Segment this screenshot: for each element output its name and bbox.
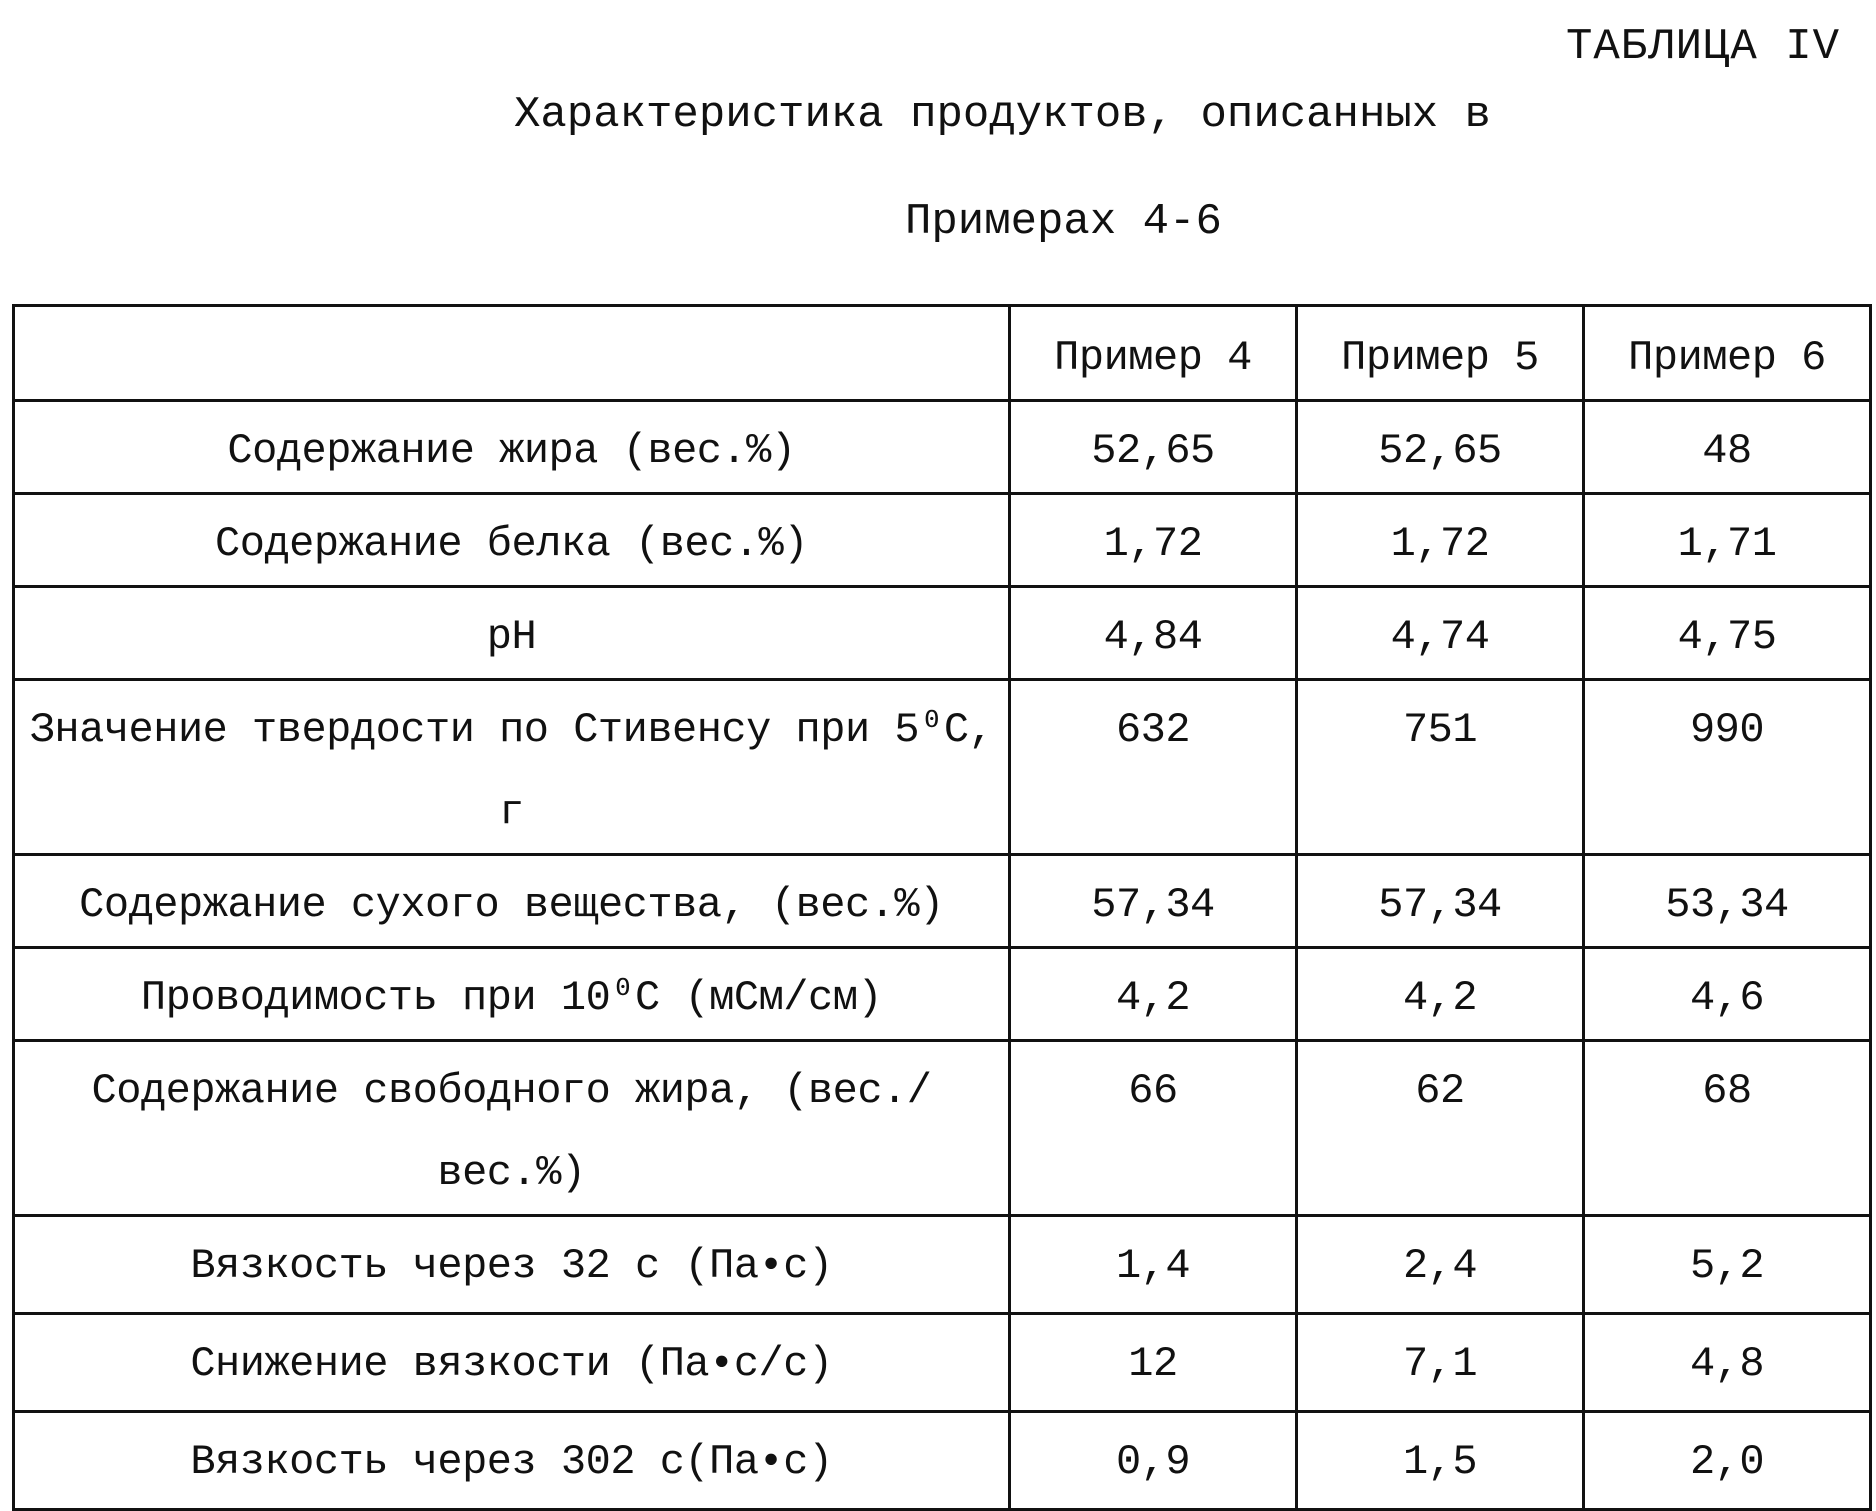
- row-value: 57,34: [1297, 855, 1584, 948]
- table-row: [14, 1216, 1871, 1314]
- row-label: Проводимость при 10⁰С (мСм/см): [14, 948, 1010, 1041]
- data-table: [12, 304, 1872, 1511]
- row-value: 7,1: [1297, 1314, 1584, 1412]
- table-header-row: [14, 306, 1871, 401]
- row-value: 53,34: [1584, 855, 1871, 948]
- row-value: 2,0: [1584, 1412, 1871, 1510]
- row-label: Снижение вязкости (Па•с/с): [14, 1314, 1010, 1412]
- row-value: 62: [1297, 1041, 1584, 1216]
- row-value: 4,2: [1297, 948, 1584, 1041]
- row-value: 1,72: [1010, 494, 1297, 587]
- row-value: 2,4: [1297, 1216, 1584, 1314]
- header-cell-example-5: Пример 5: [1297, 306, 1584, 401]
- header-cell-example-6: Пример 6: [1584, 306, 1871, 401]
- table-row: [14, 680, 1871, 855]
- row-value: 52,65: [1297, 401, 1584, 494]
- row-value: 0,9: [1010, 1412, 1297, 1510]
- row-value: 1,5: [1297, 1412, 1584, 1510]
- table-row: [14, 855, 1871, 948]
- table-row: [14, 1041, 1871, 1216]
- row-value: 1,71: [1584, 494, 1871, 587]
- row-value: 4,74: [1297, 587, 1584, 680]
- row-value: 66: [1010, 1041, 1297, 1216]
- row-label: pH: [14, 587, 1010, 680]
- row-value: 632: [1010, 680, 1297, 855]
- table-caption-line2: Примерах 4-6: [905, 197, 1222, 247]
- row-value: 52,65: [1010, 401, 1297, 494]
- row-value: 4,6: [1584, 948, 1871, 1041]
- table-row: [14, 1412, 1871, 1510]
- row-value: 1,4: [1010, 1216, 1297, 1314]
- row-label: Содержание свободного жира, (вес./вес.%): [14, 1041, 1010, 1216]
- row-value: 1,72: [1297, 494, 1584, 587]
- row-value: 4,2: [1010, 948, 1297, 1041]
- table-row: [14, 401, 1871, 494]
- row-value: 4,75: [1584, 587, 1871, 680]
- header-cell-empty: [14, 306, 1010, 401]
- row-value: 68: [1584, 1041, 1871, 1216]
- header-cell-example-4: Пример 4: [1010, 306, 1297, 401]
- row-value: 4,8: [1584, 1314, 1871, 1412]
- table-row: [14, 587, 1871, 680]
- table-row: [14, 1314, 1871, 1412]
- row-value: 4,84: [1010, 587, 1297, 680]
- row-value: 751: [1297, 680, 1584, 855]
- row-label: Вязкость через 302 с(Па•с): [14, 1412, 1010, 1510]
- row-value: 12: [1010, 1314, 1297, 1412]
- table-caption-line1: Характеристика продуктов, описанных в: [514, 90, 1491, 140]
- table-row: [14, 948, 1871, 1041]
- table-row: [14, 494, 1871, 587]
- row-value: 57,34: [1010, 855, 1297, 948]
- row-label: Вязкость через 32 с (Па•с): [14, 1216, 1010, 1314]
- row-label: Содержание жира (вес.%): [14, 401, 1010, 494]
- row-value: 48: [1584, 401, 1871, 494]
- row-value: 5,2: [1584, 1216, 1871, 1314]
- row-label: Значение твердости по Стивенсу при 5⁰С, г: [14, 680, 1010, 855]
- row-value: 990: [1584, 680, 1871, 855]
- row-label: Содержание сухого вещества, (вес.%): [14, 855, 1010, 948]
- row-label: Содержание белка (вес.%): [14, 494, 1010, 587]
- table-label: ТАБЛИЦА IV: [1565, 22, 1840, 72]
